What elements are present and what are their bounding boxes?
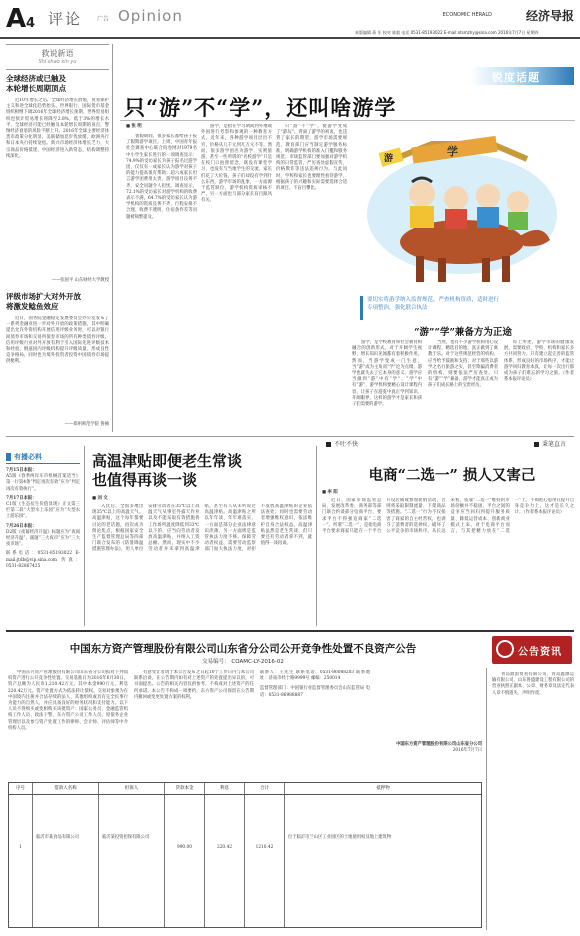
section-english-title: Opinion (118, 7, 183, 25)
megaphone-icon (496, 640, 514, 658)
article2-body: 近日，国务院金融稳定发展委员会办公室发布了一系列金融业进一步对外开放的政策措施，其中明确提出允许外资机构开展信用评级业务时，可以对银行间债券市场和交易所债券市场的所有种类债券评级。信用评级行业对外开放有利于引入国际先进评级技术和经验，倒逼国内评级机构提升评级质量，形成良性竞争格局，同时也为境外投资者投资中国债券市场提供便利。 (6, 316, 109, 365)
correction-text: A5版《春季两岸车市机械首案适当》第一行第4条“判定再次有效”应为“判定再次有效执行”。 (6, 474, 80, 492)
article1-author: ——张国平 山东财经大学教授 (51, 278, 109, 283)
title-marker-icon (6, 453, 11, 461)
cartoon-rider1-head (409, 181, 435, 207)
table-cell: 位于临沂市兰山区工业园区的土地使用权及地上建筑物 (288, 835, 392, 840)
square-bullet-icon (326, 442, 331, 447)
notice-date: 2016年7月7日 (452, 748, 482, 754)
feature-col2: 游学，是指在学习期间到外地或外国进行考察和参观的一种教育方式。近年来，各种游学项目层出不穷，价格从几千元到几万元不等。然而，很多游学团名为游学，实则旅游，甚至一些所谓的“名校游学”只是在校门口拍照留念，既没有课堂学习，也没有与当地学生的交流，家长们花了大价钱，孩子们却没有学到什么东西。游学市场的乱象，一方面源于监管缺位，游学机构资质审核不严，另一方面也与部分家长盲目跟风有关。 (201, 124, 272, 204)
table-header-cell: 担保人 (99, 783, 165, 794)
table-cell: 1 (9, 795, 33, 927)
section-divider (6, 436, 574, 437)
notice-top-rule (6, 630, 574, 632)
midleft-body: 入伏后，全国多地出现35℃以上的高温天气。高温津贴，这个每年都要讨论的老话题，再次成为舆论焦点。根据国家安全生产监督管理总局等四部门联合发布的《防暑降温措施管理办法》，用人单位安排劳动者在35℃以上高温天气从事室外露天作业以及不能采取有效措施将工作场所温度降低到33℃以下的，应当向劳动者发放高温津贴，并纳入工资总额。然而，现实中不少劳动者并未拿到高温津贴，甚至有人从未听说过高温津贴。高温津贴之所以年年谈、年年难落实，一方面是部分企业法律意识淡薄，另一方面则是监管执法力度不够。保障劳动者权益，需要劳动监察部门加大执法力度，对拒不发放高温津贴的企业依法查处；同时也需要劳动者增强维权意识，依法维护自身合法权益。高温津贴虽然是老生常谈，但只要还有劳动者拿不到，就值得一谈再谈。 (92, 504, 312, 553)
badge-text: 锐度话题 (492, 71, 540, 84)
correction-date: 7月17日本报： (6, 495, 37, 501)
cartoon-rider2-body (445, 209, 467, 229)
cartoon-flag-character: 游 (384, 154, 394, 164)
corrections-contact: 联系电话：0531-85193022 E-mail:jtdb@vip.sina.com 传真：0531-82867425 (6, 551, 80, 569)
cartoon-horse-leg4 (502, 256, 510, 282)
correction-date: 7月15日本报： (6, 468, 37, 473)
corrections-title-text: 有播必料 (14, 453, 42, 461)
cartoon-rider2-head (444, 186, 468, 210)
cartoon-banner-character: 学 (447, 145, 458, 158)
mid-divider (316, 446, 317, 626)
section-title: 评论 (48, 10, 83, 28)
notice-contact-block (260, 670, 370, 778)
correction-text: D2版《夜幕经济升温》标题应为“夜间经济升温”，副题“三大夜市”应为“三大夜市场”。 (6, 529, 80, 548)
feature-headline: 只“游”不“学”，还叫啥游学 (124, 95, 397, 120)
table-header-cell: 借款人名称 (33, 783, 99, 794)
feature-col4: 游学，是学校教育和社会教育相融合的创新形式，对于开阔学生视野、增长知识见闻都有着积极作用。然而，当游学变成一门生意，当“游”成为主角而“学”沦为点缀，游学也就失去了它本身的意义。游学应当做到“游”中有“学”、“学”中有“游”，游学机构要精心设计课程内容，让孩子在游览中真正学到知识、开阔眼界，这样的游学才是家长和孩子们需要的游学。 (352, 340, 422, 408)
cartoon-horse-leg1 (416, 256, 424, 282)
cartoon-rider4-head (507, 191, 529, 213)
corrections-title (6, 450, 80, 464)
cartoon-horse-leg2 (438, 258, 446, 282)
notice-signature-block (376, 670, 482, 778)
cartoon-horse-leg3 (482, 258, 490, 282)
midleft-headline (92, 452, 312, 490)
article2-title-line1: 评级市场扩大对外开放 (6, 292, 81, 301)
notice-title: 中国东方资产管理股份有限公司山东省分公司公开竞争性处置不良资产公告 (69, 643, 417, 655)
notice-supervise: 监督管理部门：中国银行业监督管理委员会山东监管局 电话：0531-86988887 (260, 686, 370, 698)
cartoon-caption-line2: 专项整治，强化联合执法 (367, 305, 428, 311)
feature-col6: 综上所述，游学市场的健康发展，需要政府、学校、机构和家长多方共同努力。只有建立起完善的监管体系，形成良好的市场秩序，才能让游学回归教育本真，让每一次出行都成为孩子们难忘的学习之旅。（作者系本报评论员） (504, 340, 574, 383)
notice-body-left: 中国东方资产管理股份有限公司山东省分公司拟对下列债权资产进行公开竞争性处置。交易基准日为2016年6月30日，资产总额为人民币1,210.42万元，其中本金990万元，利息220.42万元。资产处置方式为依法转让债权。交易对象须为在中国境内注册并合法存续的法人、其他组织或具有完全民事行为能力的自然人，并应具备良好的财务状况和支付能力。以下人员不得购买或变相购买该批资产：国家公务员、金融监管机构工作人员、政法干警、东方资产公司工作人员、原债务企业管理层以及参与资产处置工作的律师、会计师、评估师等中介机构人员。 (8, 670, 128, 731)
notice-badge (492, 636, 572, 664)
paper-name: 经济导报 (525, 9, 574, 23)
feature-badge (470, 64, 574, 88)
corrections-list (6, 468, 80, 570)
table-header-row (9, 783, 481, 795)
page-number: 4 (26, 16, 36, 31)
notice-contact-people: 联系人：王先生 联系电话：0531-86088203 联系地址：济南市经十路9999号 邮编：250014 (260, 670, 370, 682)
divider-label-left-text: 不吐不快 (334, 441, 359, 448)
feature-col1: 暑假期间，很多家长都给孩子报了假期游学项目。上周，中国青年报社会调查中心联合问卷网对1979名中小学生家长进行的一项调查显示：74.9%的受访家长为孩子报名过游学团，仅仅有一成家长认为游学对孩子的能力提高很有帮助；超六成家长坦言游学团费用太贵，游学项目良莠不齐、安全问题令人担忧。调查显示，72.1%的受访家长对游学机构的收费表示不满，64.7%的受访家长认为游学机构的资质良莠不齐，行程安排不合理、收费不透明、住宿条件差等问题被频繁提及。 (126, 134, 197, 220)
table-header-cell: 合计 (245, 783, 285, 794)
midleft-headline-line1: 高温津贴即便老生常谈 (92, 452, 243, 470)
article1-title-line2: 本轮增长周期顶点 (6, 84, 66, 93)
cartoon-rider3-head (476, 184, 500, 208)
table-cell: 220.42 (205, 795, 245, 927)
headline-rule (120, 120, 575, 121)
feature-col3: 只“游”不“学”，使游学变成了“游玩”，背离了游学的初衷，也违背了家长的期望。游学市场需要规范，教育部门应当制定游学服务标准，明确游学机构的准入门槛和服务规范；市场监管部门要加强对游学机构的日常监管，严厉查处虚假宣传、价格欺诈等违法违规行为。与此同时，学校和家长也要理性看待游学，根据孩子的兴趣和实际需要选择合适的项目，不盲目攀比。 (276, 124, 347, 192)
table-row (9, 795, 481, 927)
table-cell: 1210.42 (245, 795, 285, 927)
cartoon-svg (352, 124, 574, 294)
midleft-byline: ■ 刘 文 (92, 496, 108, 501)
midright-headline: 电商“二选一” 损人又害己 (368, 467, 536, 484)
sidebar-divider (84, 446, 85, 626)
table-header-cell: 贷款本金 (165, 783, 205, 794)
left-column (6, 44, 109, 432)
notice-right-column: 青岛鼎韵贸易有限公司、青岛鑫源运输有限公司、山东鲁盛建设工程有限公司的营业执照正副本、公章、财务章及法定代表人章不慎遗失，声明作废。 (492, 672, 574, 696)
feature-col5: 当然，也有不少游学机构用心设计课程、精选目的地，真正做到了寓教于乐。对于这些规范经营的机构，应当给予鼓励和支持；对于那些以游学之名行旅游之实，甚至欺骗消费者的机构，则要依法严厉查处。只有“游”“学”兼备，游学才能真正成为孩子们成长路上的宝贵经历。 (428, 340, 498, 389)
correction-text: C1版《生态衍生价值显现》正文第三栏第二段“大型水上乐园”应为“大型水上游乐园”。 (6, 502, 80, 520)
midright-body: 近日，国家市场监管总局、发展改革委、商务部等部门联合约谈部分电商平台，要求平台不得强迫商家“二选一”。所谓“二选一”，是指电商平台要求商家只能在一个平台开设店铺或参加促销活动，否则将采取限制流量、下架商品等措施。“二选一”行为不仅损害了商家的自主经营权，也剥夺了消费者的选择权，破坏了公平竞争的市场秩序。从长远来看，依靠“二选一”维持的市场份额并不稳固，平台之间的竞争应当回归到提升服务质量、降低运营成本、创新商业模式上来。对于电商平台而言，与其把精力放在“二选一”上，不如把心思用在提升自身竞争力上，这才是长久之计。（作者系本报评论员） (322, 498, 574, 535)
notice-body-mid: 有意受让者请于本公告发布之日起10个工作日内与本公司联系洽谈。在公告期内如有对上述资产的处置提出异议的，可书面提出。公告的相关内容仅供参考，不构成对上述资产的任何承诺。本公告不构成一项要约，东方资产公司保留在公告期内撤回或变更处置方案的权利。 (134, 670, 254, 700)
page-letter: A (6, 4, 27, 34)
table-header-cell: 利息 (205, 783, 245, 794)
table-cell: 990.00 (165, 795, 205, 927)
divider-label-left (326, 439, 358, 448)
table-header-cell: 序号 (9, 783, 33, 794)
page-masthead (0, 0, 580, 38)
cartoon-caption (360, 296, 574, 320)
article1-body: 近10年增长之后，全球经济增长放缓，贸易保护主义和逆全球化趋势抬头。世界银行、国际货币基金组织相继下调2016年全球经济增长预期，世界贸易组织也预计贸易增长将降至2.8%，低于3%的增长水平，全球经济可能已经触及本轮增长周期的顶点，警惕经济衰退的风险不断上升。2016年全球主要经济体货币政策分化明显，美联储加息步伐放缓，欧洲央行和日本央行持续宽松。新兴市场经济体增长乏力，大宗商品价格低迷，中国经济进入新常态，结构调整持续深化。 (6, 98, 109, 159)
column-header (6, 44, 109, 70)
cartoon-rider3-body (477, 207, 499, 228)
article1-title (6, 74, 109, 94)
masthead-rule (0, 37, 580, 39)
cartoon-caption-line1: 要切实将游学纳入监督规范，严查机构资质，适时进行 (367, 297, 500, 303)
column-title: 救说新语 (41, 49, 74, 58)
feature-subhead: “游”“学”兼备方为正途 (414, 327, 512, 338)
section-ad-label: 广告 (97, 16, 110, 23)
table-cell: 临沂市某食品有限公司 (33, 795, 99, 927)
cartoon-rider4-body (508, 212, 528, 230)
divider-label-right (534, 439, 566, 448)
notice-right-divider (486, 668, 487, 930)
notice-badge-text: 公告资讯 (518, 647, 562, 658)
article2-title-line2: 将激发鲶鱼效应 (6, 302, 59, 311)
article1-title-line1: 全球经济或已触及 (6, 74, 66, 83)
feature-byline: ■ 张 明 (126, 124, 142, 129)
notice-subtitle: 交易编号： COAMC-LY-2016-02 (202, 659, 284, 665)
cartoon-illustration (352, 124, 574, 294)
table-header-cell: 抵押物 (376, 786, 390, 791)
correction-date: 7月26日本报： (6, 523, 37, 529)
square-bullet-icon (534, 442, 539, 447)
left-column-divider (112, 44, 113, 432)
midright-byline: ■ 李 阳 (322, 490, 338, 495)
article2-title (6, 292, 109, 312)
midleft-headline-line2: 也值得再谈一谈 (92, 471, 198, 489)
article2-author: ——郑州师范学院 鲁楠 (64, 422, 109, 427)
divider-label-right-text: 秉笔直言 (542, 441, 567, 448)
column-english-title: Shi shao xin yu (38, 59, 77, 65)
corrections-box (6, 450, 80, 622)
table-cell: 临沂某投资担保有限公司 (99, 795, 165, 927)
paper-english-name: ECONOMIC HERALD (442, 12, 492, 18)
page-meta: 本版编辑 蒋 军 校对 陈毅 电话 0531-85193022 E-mail:xtsmzhy@sina.com 2016年7月7日 星期四 (355, 30, 539, 35)
cartoon-rider1-body (410, 206, 434, 228)
notice-table (8, 782, 482, 928)
notice-signature: 中国东方资产管理股份有限公司山东省分公司 (396, 742, 482, 747)
